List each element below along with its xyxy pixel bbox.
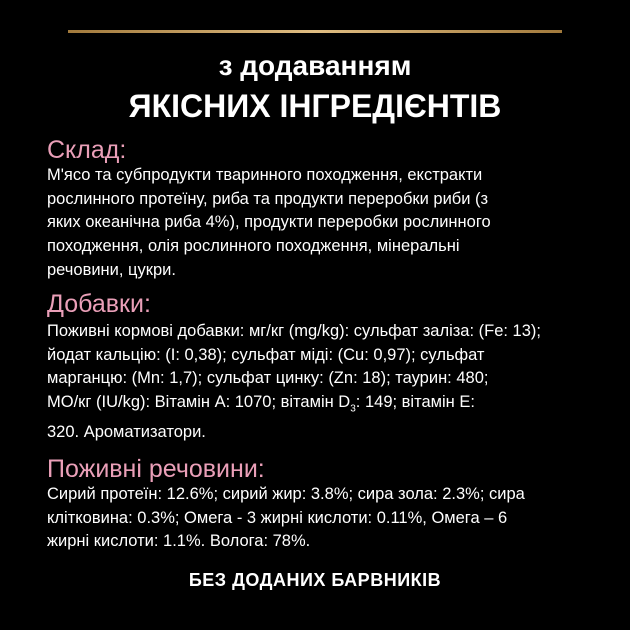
nutrients-line: Сирий протеїн: 12.6%; сирий жир: 3.8%; сира зола: 2.3%; сира (47, 485, 525, 503)
nutrients-section (47, 455, 607, 554)
composition-line: М'ясо та субпродукти тваринного походження, екстракти (47, 166, 483, 184)
composition-line: рослинного протеїну, риба та продукти переробки риби (з (47, 189, 489, 208)
additives-line: марганцю: (Mn: 1,7); сульфат цинку: (Zn: 18); таурин: 480; (47, 369, 489, 388)
composition-title: Склад: (47, 136, 127, 164)
additives-line: йодат кальцію: (I: 0,38); сульфат міді: (Cu: 0,97); сульфат (47, 345, 485, 364)
additives-text: МО/кг (IU/kg): Вітамін А: 1070; вітамін D (47, 393, 351, 412)
composition-line: походження, олія рослинного походження, мінеральні (47, 237, 460, 256)
additives-text: : 149; вітамін Е: (355, 393, 475, 412)
gold-divider (68, 30, 562, 33)
nutrients-title: Поживні речовини: (47, 455, 265, 483)
footer-note: БЕЗ ДОДАНИХ БАРВНИКІВ (188, 570, 442, 590)
additives-line: Поживні кормові добавки: мг/кг (mg/kg): сульфат заліза: (Fe: 13); (47, 322, 541, 340)
composition-line: речовини, цукри. (47, 260, 176, 279)
subscript: 3 (350, 403, 356, 415)
headline-large: ЯКІСНИХ ІНГРЕДІЄНТІВ (128, 88, 502, 124)
nutrients-line: клітковина: 0.3%; Омега - 3 жирні кислоти: 0.11%, Омега – 6 (47, 508, 508, 527)
headline-small: з додаванням (218, 50, 412, 81)
additives-line (47, 391, 607, 421)
additives-section (47, 290, 607, 445)
composition-line: яких океанічна риба 4%), продукти переробки рослинного (47, 213, 491, 232)
composition-section (47, 136, 607, 283)
additives-title: Добавки: (47, 290, 151, 318)
nutrients-line: жирні кислоти: 1.1%. Волога: 78%. (47, 532, 311, 551)
additives-line: 320. Ароматизатори. (47, 423, 206, 442)
